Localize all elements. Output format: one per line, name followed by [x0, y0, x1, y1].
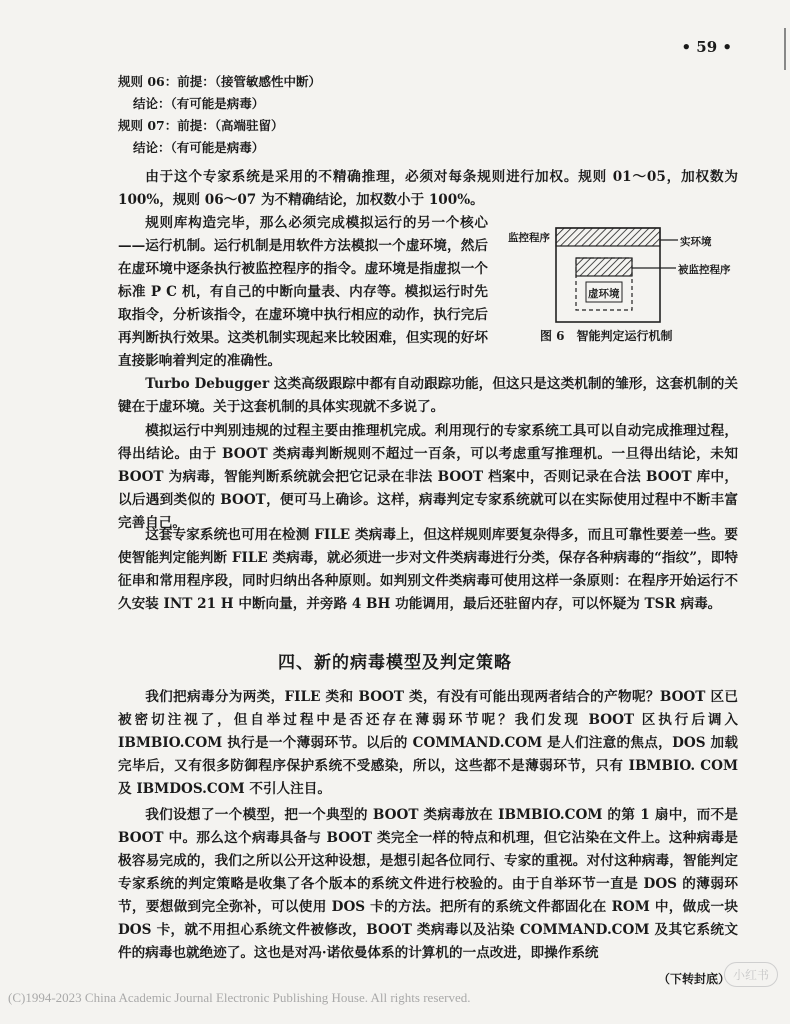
continued-note: （下转封底）: [657, 972, 730, 986]
paragraph-text: 这套专家系统也可用在检测 FILE 类病毒上，但这样规则库要复杂得多，而且可靠性要差一些。要使智能判定能判断 FILE 类病毒，就必须进一步对文件类病毒进行分类，保存各种病毒的“指纹”，即特征串和常用程序段，同时归纳出各种原则。如判别文件类病毒可使用这样一条原则：在程序开始运行不久安装 INT 21 H 中断向量，并旁路 4 BH 功能调用，最后还驻留内存，可以怀疑为 TSR 病毒。: [118, 527, 738, 612]
page-edge-mark: [784, 28, 786, 70]
rule-07-conclusion: 结论：（有可能是病毒）: [133, 140, 265, 155]
figure-label-real-env: 实环境: [680, 236, 712, 248]
paragraph-text: 由于这个专家系统是采用的不精确推理，必须对每条规则进行加权。规则 01～05，加权数为100%，规则 06～07 为不精确结论，加权数小于 100%。: [118, 169, 738, 208]
paragraph-text: 我们把病毒分为两类，FILE 类和 BOOT 类，有没有可能出现两者结合的产物呢？BOOT 区已被密切注视了，但自举过程中是否还存在薄弱环节呢？我们发现 BOOT 区执行后调入 IBMBIO.COM 执行是一个薄弱环节。以后的 COMMAND.COM 是人们注意的焦点，DOS 加载完毕后，又有很多防御程序保护系统不受感染，所以，这些都不是薄弱环节，只有 IBMBIO. COM 及 IBMDOS.COM 不引人注目。: [118, 689, 738, 797]
paragraph-turbo-debugger: [118, 373, 738, 419]
paragraph-two-classes: [118, 686, 738, 801]
section-heading: 四、新的病毒模型及判定策略: [278, 653, 512, 673]
rule-07-premise: 规则 07：前提：（高端驻留）: [118, 118, 284, 133]
paragraph-model: [118, 804, 738, 965]
watermark-logo: 小红书: [724, 962, 778, 987]
rule-06-conclusion: 结论：（有可能是病毒）: [133, 96, 265, 111]
paragraph-inference: [118, 420, 738, 535]
page-number: • 59 •: [681, 38, 732, 56]
figure-caption: 图 6 智能判定运行机制: [540, 329, 673, 343]
paragraph-weighting: [118, 166, 738, 212]
figure-label-virtual-env: 虚环境: [588, 288, 620, 300]
paragraph-file-virus: [118, 524, 738, 616]
monitored-block: [576, 258, 632, 276]
figure-label-monitor: 监控程序: [508, 232, 550, 244]
paragraph-text: 模拟运行中判别违规的过程主要由推理机完成。利用现行的专家系统工具可以自动完成推理过程，得出结论。由于 BOOT 类病毒判断规则不超过一百条，可以考虑重写推理机。一旦得出结论，未知 BOOT 为病毒，智能判断系统就会把它记录在非法 BOOT 档案中，否则记录在合法 BOOT 库中，以后遇到类似的 BOOT，便可马上确诊。这样，病毒判定专家系统就可以在实际使用过程中不断丰富完善自己。: [118, 423, 738, 531]
copyright-footer: (C)1994-2023 China Academic Journal Electronic Publishing House. All rights reserved.: [8, 990, 471, 1005]
monitor-block: [556, 228, 660, 246]
paragraph-run-mechanism: [118, 212, 488, 373]
figure-label-monitored: 被监控程序: [678, 264, 731, 276]
rule-06-premise: 规则 06：前提：（接管敏感性中断）: [118, 74, 321, 89]
paragraph-text: 我们设想了一个模型，把一个典型的 BOOT 类病毒放在 IBMBIO.COM 的第 1 扇中，而不是 BOOT 中。那么这个病毒具备与 BOOT 类完全一样的特点和机理，但它沾染在文件上。这种病毒是极容易完成的，我们之所以公开这种设想，是想引起各位同行、专家的重视。对付这种病毒，智能判定专家系统的判定策略是收集了各个版本的系统文件进行校验的。由于自举环节一直是 DOS 的薄弱环节，要想做到完全弥补，可以使用 DOS 卡的方法。把所有的系统文件都固化在 ROM 中，做成一块 DOS 卡，就不用担心系统文件被修改，BOOT 类病毒以及沾染 COMMAND.COM 及其它系统文件的病毒也就绝迹了。这也是对冯·诺依曼体系的计算机的一点改进，即操作系统: [118, 807, 738, 961]
paragraph-text: 规则库构造完毕，那么必须完成模拟运行的另一个核心——运行机制。运行机制是用软件方法模拟一个虚环境，然后在虚环境中逐条执行被监控程序的指令。虚环境是指虚拟一个标准 P C 机，有自己的中断向量表、内存等。模拟运行时先取指令，分析该指令，在虚环境中执行相应的动作，执行完后再判断执行效果。这类机制实现起来比较困难，但实现的好坏直接影响着判定的准确性。: [118, 215, 488, 369]
paragraph-text: Turbo Debugger 这类高级跟踪中都有自动跟踪功能，但这只是这类机制的雏形，这套机制的关键在于虚环境。关于这套机制的具体实现就不多说了。: [118, 376, 738, 415]
